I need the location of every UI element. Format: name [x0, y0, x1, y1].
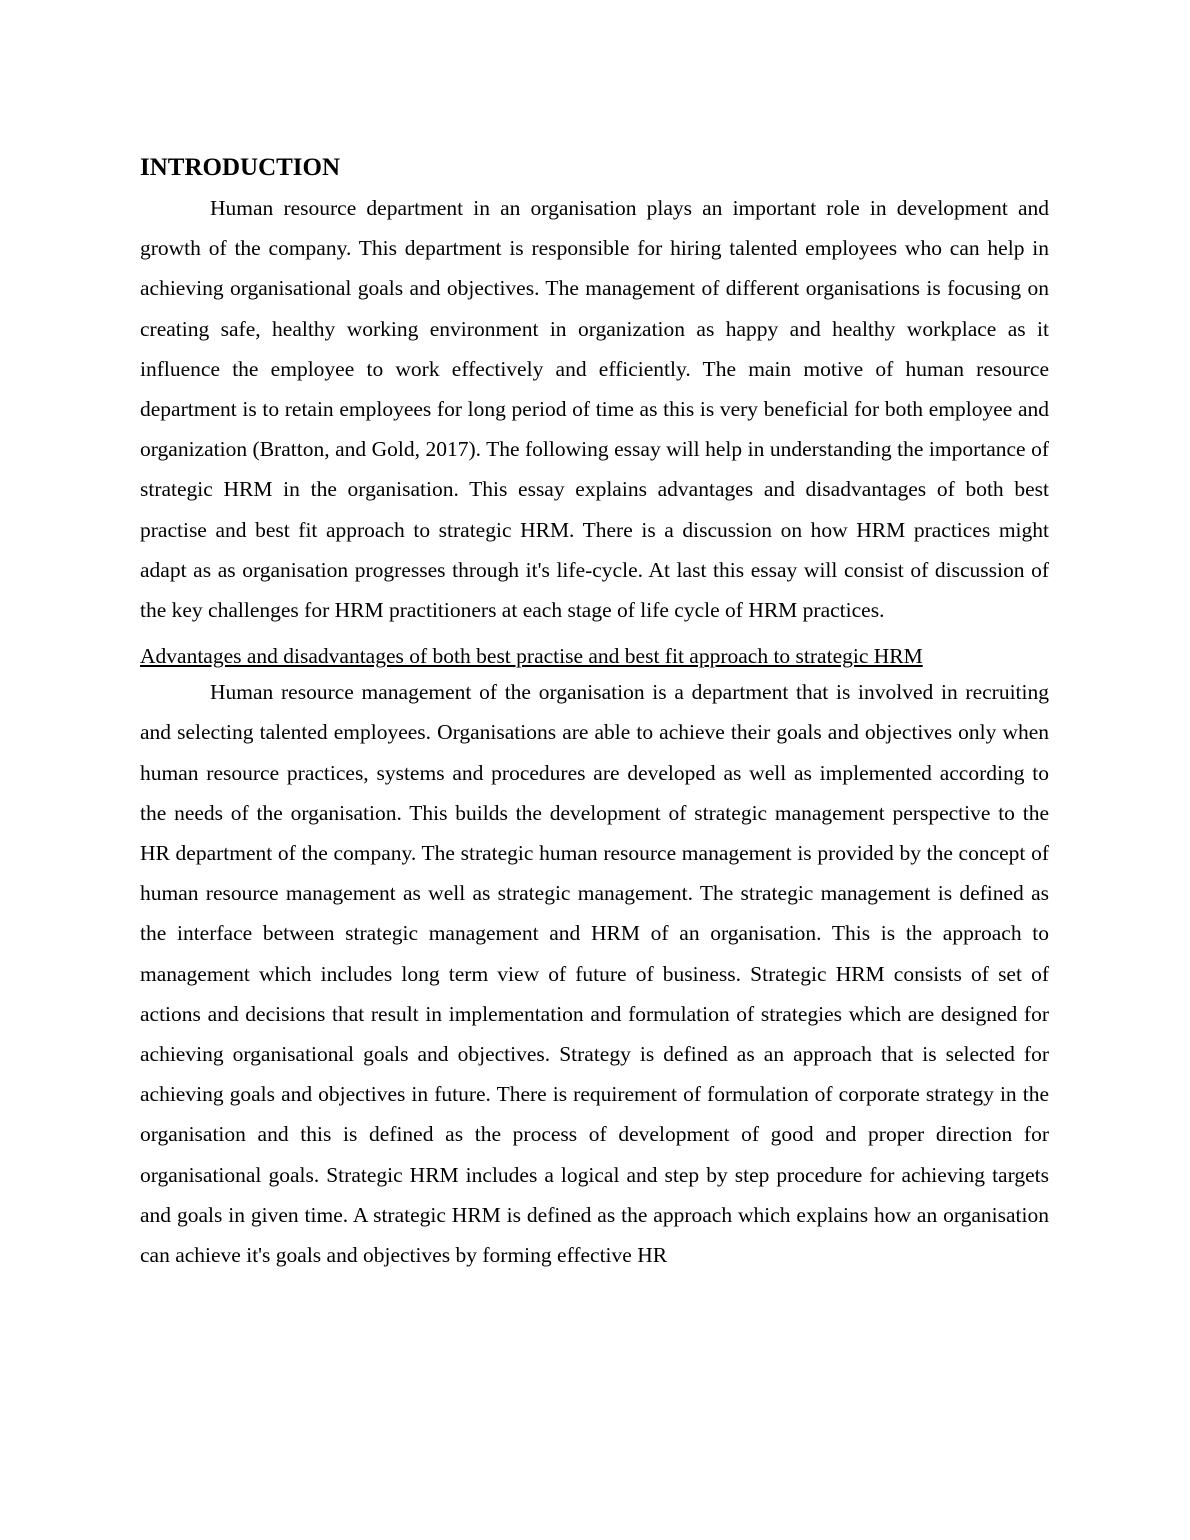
intro-paragraph: Human resource department in an organisation plays an important role in development and growth of the company. This department is responsible for hiring talented employees who can help in achieving organisational goals and objectives. The management of different organisations is focusing on creating safe, healthy working environment in organization as happy and healthy workplace as it influence the employee to work effectively and efficiently. The main motive of human resource department is to retain employees for long period of time as this is very beneficial for both employee and organization (Bratton, and Gold, 2017). The following essay will help in understanding the importance of strategic HRM in the organisation. This essay explains advantages and disadvantages of both best practise and best fit approach to strategic HRM. There is a discussion on how HRM practices might adapt as as organisation progresses through it's life-cycle. At last this essay will consist of discussion of the key challenges for HRM practitioners at each stage of life cycle of HRM practices.	[140, 196, 1049, 623]
section-heading: Advantages and disadvantages of both best practise and best fit approach to strategic HRM	[140, 644, 923, 669]
document-page	[140, 148, 1049, 1275]
page-title: INTRODUCTION	[140, 154, 341, 181]
body-paragraph: Human resource management of the organisation is a department that is involved in recruiting and selecting talented employees. Organisations are able to achieve their goals and objectives only when human resource practices, systems and procedures are developed as well as implemented according to the needs of the organisation. This builds the development of strategic management perspective to the HR department of the company. The strategic human resource management is provided by the concept of human resource management as well as strategic management. The strategic management is defined as the interface between strategic management and HRM of an organisation. This is the approach to management which includes long term view of future of business. Strategic HRM consists of set of actions and decisions that result in implementation and formulation of strategies which are designed for achieving organisational goals and objectives. Strategy is defined as an approach that is selected for achieving goals and objectives in future. There is requirement of formulation of corporate strategy in the organisation and this is defined as the process of development of good and proper direction for organisational goals. Strategic HRM includes a logical and step by step procedure for achieving targets and goals in given time. A strategic HRM is defined as the approach which explains how an organisation can achieve it's goals and objectives by forming effective HR	[140, 680, 1049, 1268]
